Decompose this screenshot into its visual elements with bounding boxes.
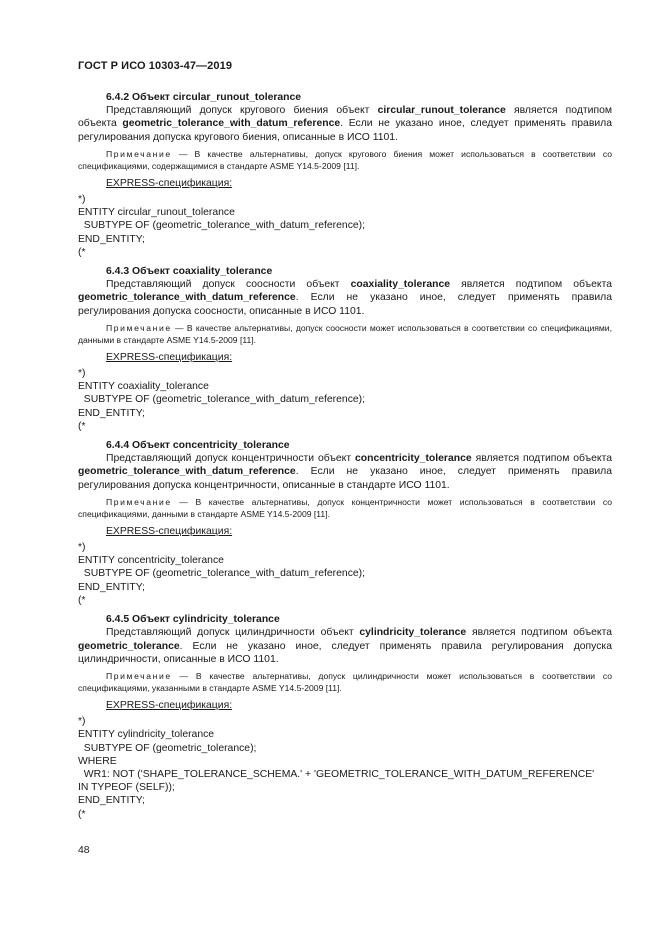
code-line: IN TYPEOF (SELF));: [78, 782, 175, 794]
note: [78, 670, 612, 694]
section: [78, 265, 612, 433]
express-heading: EXPRESS-спецификация:: [106, 525, 233, 537]
express-code-block: [78, 367, 612, 433]
entity-name: cylindricity_tolerance: [359, 627, 467, 639]
note-label: Примечание: [106, 322, 172, 333]
code-line: WR1: NOT ('SHAPE_TOLERANCE_SCHEMA.' + 'GEOMETRIC_TOLERANCE_WITH_DATUM_REFERENCE': [78, 768, 595, 780]
section-title: 6.4.4 Объект concentricity_tolerance: [106, 440, 290, 452]
paragraph-text: . Если не указано иное, следует применять правила регулирования допуска кругового биения, описанные в ИСО 1101.: [78, 118, 612, 143]
code-line: ENTITY cylindricity_tolerance: [78, 729, 215, 741]
entity-name: coaxiality_tolerance: [350, 279, 450, 291]
section-title: 6.4.5 Объект cylindricity_tolerance: [106, 614, 280, 626]
section-paragraph: [78, 278, 612, 318]
paragraph-text: Представляющий допуск цилиндричности объект: [106, 627, 360, 639]
code-line: *): [78, 368, 86, 380]
paragraph-text: является подтипом объекта: [450, 279, 612, 291]
express-code-block: [78, 193, 612, 259]
code-line: ENTITY concentricity_tolerance: [78, 555, 224, 567]
section-title: 6.4.2 Объект circular_runout_tolerance: [106, 92, 302, 103]
note: [78, 148, 612, 172]
section-paragraph: [78, 104, 612, 144]
code-line: END_ENTITY;: [78, 407, 145, 419]
note-label: Примечание: [106, 670, 172, 681]
entity-name: geometric_tolerance_with_datum_reference: [122, 118, 341, 130]
paragraph-text: Представляющий допуск соосности объект: [106, 279, 351, 291]
code-line: *): [78, 194, 86, 206]
entity-name: geometric_tolerance: [78, 640, 180, 652]
paragraph-text: является подтипом объекта: [78, 105, 613, 130]
note: [78, 322, 612, 346]
code-line: *): [78, 716, 86, 728]
code-line: (*: [78, 246, 86, 258]
entity-name: concentricity_tolerance: [355, 453, 472, 465]
document-body: [78, 91, 612, 827]
section-title: 6.4.3 Объект coaxiality_tolerance: [106, 266, 273, 278]
section: [78, 613, 612, 821]
note-label: Примечание: [106, 496, 172, 507]
code-line: ENTITY circular_runout_tolerance: [78, 207, 235, 219]
section: [78, 91, 612, 259]
express-heading: EXPRESS-спецификация:: [106, 699, 233, 711]
express-heading: EXPRESS-спецификация:: [106, 177, 233, 189]
note-text: — В качестве альтернативы, допуск соосности может использоваться в соответствии со спецификациями, данными в стандарте ASME Y14.5-2009 [11].: [78, 322, 612, 345]
paragraph-text: является подтипом объекта: [466, 627, 612, 639]
note: [78, 496, 612, 520]
express-heading: EXPRESS-спецификация:: [106, 351, 233, 363]
paragraph-text: Представляющий допуск концентричности объект: [106, 453, 355, 465]
code-line: END_ENTITY;: [78, 233, 145, 245]
code-line: (*: [78, 420, 86, 432]
section: [78, 439, 612, 607]
section-paragraph: [78, 452, 612, 492]
code-line: (*: [78, 594, 86, 606]
paragraph-text: Представляющий допуск кругового биения объект: [106, 105, 378, 117]
entity-name: geometric_tolerance_with_datum_reference: [78, 466, 296, 478]
note-label: Примечание: [106, 148, 172, 159]
note-text: — В качестве альтернативы, допуск цилиндричности может использоваться в соответствии со спецификациями, указанными в стандарте ASME Y14.5-2009 [11].: [78, 670, 612, 693]
paragraph-text: . Если не указано иное, следует применять правила регулирования допуска цилиндричности, описанные в ИСО 1101.: [78, 640, 612, 665]
code-line: END_ENTITY;: [78, 581, 145, 593]
entity-name: geometric_tolerance_with_datum_reference: [78, 292, 296, 304]
entity-name: circular_runout_tolerance: [377, 105, 506, 117]
express-code-block: [78, 541, 612, 607]
code-line: *): [78, 542, 86, 554]
note-text: — В качестве альтернативы, допуск кругового биения может использоваться в соответствии со спецификациями, содержащимися в стандарте ASME Y14.5-2009 [11].: [78, 148, 612, 171]
note-text: — В качестве альтернативы, допуск концентричности может использоваться в соответствии со спецификациями, данными в стандарте ASME Y14.5-2009 [11].: [78, 496, 612, 519]
paragraph-text: . Если не указано иное, следует применять правила регулирования допуска соосности, описанные в ИСО 1101.: [78, 292, 612, 317]
code-line: SUBTYPE OF (geometric_tolerance);: [78, 742, 257, 754]
paragraph-text: . Если не указано иное, следует применять правила регулирования допуска концентричности, описанные в стандарте ИСО 1101.: [78, 466, 612, 491]
code-line: END_ENTITY;: [78, 795, 145, 807]
section-paragraph: [78, 626, 612, 666]
code-line: SUBTYPE OF (geometric_tolerance_with_datum_reference);: [78, 568, 366, 580]
code-line: ENTITY coaxiality_tolerance: [78, 381, 209, 393]
page-number: 48: [78, 845, 90, 856]
document-header: ГОСТ Р ИСО 10303-47—2019: [78, 60, 233, 72]
express-code-block: [78, 715, 612, 821]
code-line: (*: [78, 808, 86, 820]
code-line: WHERE: [78, 755, 117, 767]
paragraph-text: является подтипом объекта: [471, 453, 612, 465]
code-line: SUBTYPE OF (geometric_tolerance_with_datum_reference);: [78, 394, 366, 406]
code-line: SUBTYPE OF (geometric_tolerance_with_datum_reference);: [78, 220, 366, 232]
